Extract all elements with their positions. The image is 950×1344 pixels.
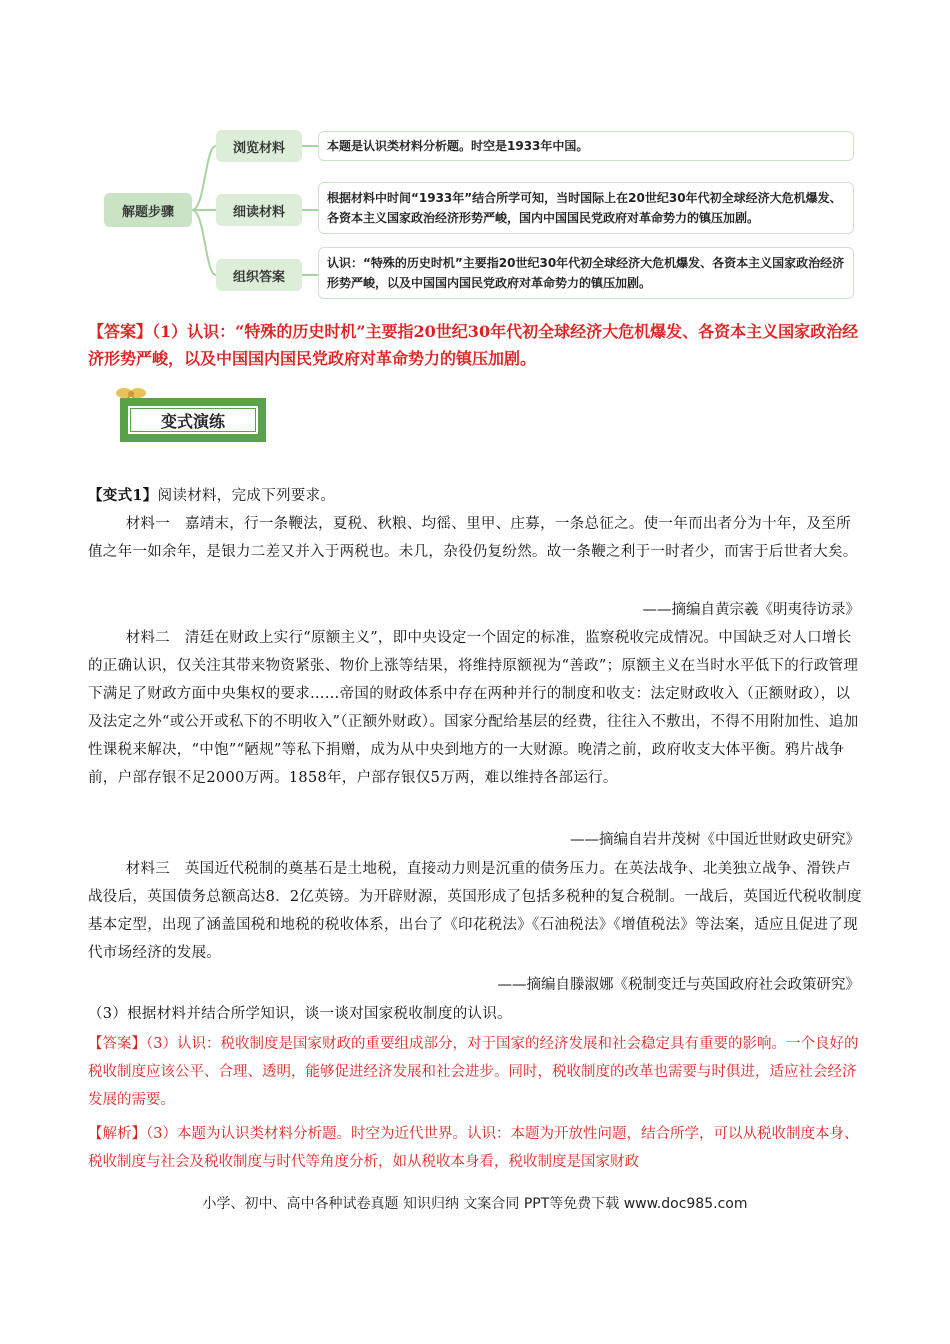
variant-label: 【变式1】 — [88, 487, 158, 504]
mindmap-root: 解题步骤 — [104, 193, 192, 227]
mindmap-content-browse: 本题是认识类材料分析题。时空是1933年中国。 — [318, 131, 854, 161]
variant-instruction: 阅读材料，完成下列要求。 — [157, 488, 336, 504]
answer-1: 【答案】（1）认识：“特殊的历史时机”主要指20世纪30年代初全球经济大危机爆发、各资本主义国家政治经济形势严峻，以及中国国内国民党政府对革命势力的镇压加剧。 — [88, 322, 859, 368]
analysis-3: 【解析】（3）本题为认识类材料分析题。时空为近代世界。认识：本题为开放性问题，结合所学，可以从税收制度本身、税收制度与社会及税收制度与时代等角度分析，如从税收本身看，税收制度是国家财政 — [88, 1126, 859, 1170]
material-2: 材料二 清廷在财政上实行“原额主义”，即中央设定一个固定的标准，监察税收完成情况。中国缺乏对人口增长的正确认识，仅关注其带来物资紧张、物价上涨等结果，将维持原额视为“善政”；原额主义在当时水平低下的行政管理下满足了财政方面中央集权的要求……帝国的财政体系中存在两种并行的制度和收支：法定财政收入（正额财政），以及法定之外“或公开或私下的不明收入”（正额外财政）。国家分配给基层的经费，往往入不敷出，不得不用附加性、追加性课税来解决，“中饱”“陋规”等私下捐赠，成为从中央到地方的一大财源。晚清之前，政府收支大体平衡。鸦片战争前，户部存银不足2000万两。1858年，户部存银仅5万两，难以维持各部运行。 — [88, 630, 859, 786]
mindmap-content-organize: 认识：“特殊的历史时机”主要指20世纪30年代初全球经济大危机爆发、各资本主义国家政治经济形势严峻，以及中国国内国民党政府对革命势力的镇压加剧。 — [318, 247, 854, 299]
source-1: ——摘编自黄宗羲《明夷待访录》 — [642, 602, 860, 618]
source-2: ——摘编自岩井茂树《中国近世财政史研究》 — [570, 832, 860, 848]
section-banner — [120, 398, 266, 442]
source-3: ——摘编自滕淑娜《税制变迁与英国政府社会政策研究》 — [497, 977, 860, 993]
material-1: 材料一 嘉靖末，行一条鞭法，夏税、秋粮、均徭、里甲、庄募，一条总征之。使一年而出者分为十年，及至所值之年一如余年，是银力二差又并入于两税也。未几，杂役仍复纷然。故一条鞭之利于一时者少，而害于后世者大矣。 — [88, 516, 858, 560]
page-footer: 小学、初中、高中各种试卷真题 知识归纳 文案合同 PPT等免费下载 www.doc985.com — [202, 1196, 748, 1212]
mindmap-step-browse: 浏览材料 — [216, 130, 302, 162]
mindmap-step-organize: 组织答案 — [216, 259, 302, 291]
mindmap-content-read: 根据材料中时间“1933年”结合所学可知，当时国际上在20世纪30年代初全球经济大危机爆发、各资本主义国家政治经济形势严峻，国内中国国民党政府对革命势力的镇压加剧。 — [318, 182, 854, 234]
question-3: （3）根据材料并结合所学知识，谈一谈对国家税收制度的认识。 — [88, 1006, 512, 1022]
material-3: 材料三 英国近代税制的奠基石是土地税，直接动力则是沉重的债务压力。在英法战争、北美独立战争、滑铁卢战役后，英国债务总额高达8．2亿英镑。为开辟财源，英国形成了包括多税种的复合税制。一战后，英国近代税收制度基本定型，出现了涵盖国税和地税的税收体系，出台了《印花税法》《石油税法》《增值税法》等法案，适应且促进了现代市场经济的发展。 — [88, 861, 862, 961]
answer-3: 【答案】（3）认识：税收制度是国家财政的重要组成部分，对于国家的经济发展和社会稳定具有重要的影响。一个良好的税收制度应该公平、合理、透明，能够促进经济发展和社会进步。同时，税收制度的改革也需要与时俱进，适应社会经济发展的需要。 — [88, 1036, 859, 1108]
banner-title: 变式演练 — [160, 412, 225, 431]
variant-heading — [88, 482, 863, 510]
mindmap-step-read: 细读材料 — [216, 194, 302, 226]
